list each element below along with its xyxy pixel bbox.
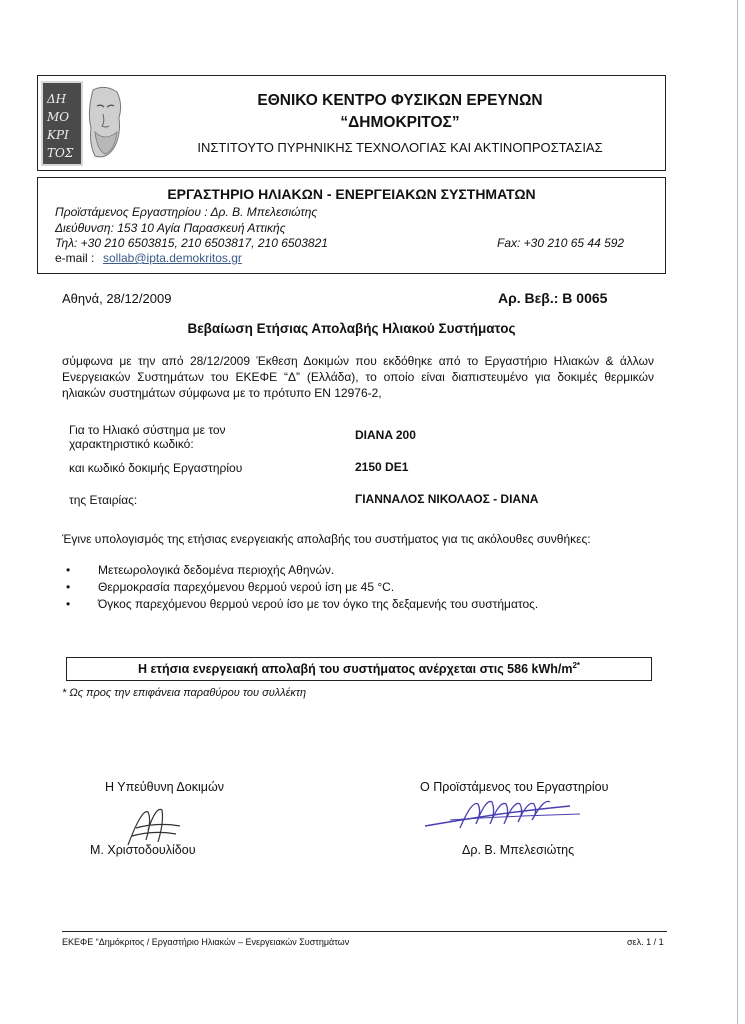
lab-fax: Fax: +30 210 65 44 592 (497, 236, 625, 250)
signature-right-title: Ο Προϊστάμενος του Εργαστηρίου (420, 780, 609, 794)
signature-right-scribble (420, 790, 590, 835)
field-label-test-code: και κωδικό δοκιμής Εργαστηρίου (69, 461, 243, 475)
democritus-portrait (85, 84, 125, 164)
condition-text: Θερμοκρασία παρεχόμενου θερμού νερού ίση με 45 °C. (98, 580, 395, 594)
bullet-icon: • (66, 580, 71, 594)
footer-divider (62, 931, 667, 932)
result-text: Η ετήσια ενεργειακή απολαβή του συστήματος ανέρχεται στις 586 kWh/m (137, 662, 573, 677)
result-statement (66, 661, 652, 676)
email-link[interactable]: sollab@ipta.demokritos.gr (103, 251, 242, 265)
scan-edge-line (737, 0, 738, 1024)
institute-title: ΕΘΝΙΚΟ ΚΕΝΤΡΟ ΦΥΣΙΚΩΝ ΕΡΕΥΝΩΝ (257, 92, 543, 109)
certificate-number: Αρ. Βεβ.: Β 0065 (498, 290, 608, 306)
svg-text:ΔΗ: ΔΗ (47, 92, 67, 106)
place-date: Αθηνά, 28/12/2009 (62, 291, 172, 306)
logo-graphic (41, 81, 83, 166)
institute-name: “ΔΗΜΟΚΡΙΤΟΣ” (340, 114, 460, 131)
document-title: Βεβαίωση Ετήσιας Απολαβής Ηλιακού Συστήματος (187, 321, 516, 336)
signature-left-name: Μ. Χριστοδουλίδου (90, 843, 196, 857)
field-value-system-code: DIANA 200 (355, 428, 416, 442)
condition-item (66, 597, 538, 611)
field-label-company: της Εταιρίας: (69, 493, 138, 507)
svg-text:ΚΡΙ: ΚΡΙ (47, 128, 69, 142)
email-label: e-mail : (55, 251, 95, 265)
bullet-icon: • (66, 563, 71, 577)
condition-text: Μετεωρολογικά δεδομένα περιοχής Αθηνών. (98, 563, 335, 577)
condition-text: Όγκος παρεχόμενου θερμού νερού ίσο με τον όγκο της δεξαμενής του συστήματος. (98, 597, 539, 611)
signature-right-name: Δρ. Β. Μπελεσιώτης (462, 843, 575, 857)
svg-text:ΤΟΣ: ΤΟΣ (47, 146, 74, 160)
result-superscript: 2* (572, 661, 581, 670)
condition-item (66, 580, 394, 594)
field-label-system-code: Για το Ηλιακό σύστημα με τον χαρακτηριστικό κωδικό: (69, 423, 226, 451)
signature-left-title: Η Υπεύθυνη Δοκιμών (105, 780, 224, 794)
footer-left-text: ΕΚΕΦΕ “Δημόκριτος / Εργαστήριο Ηλιακών – Ενεργειακών Συστημάτων (62, 937, 350, 947)
intro-paragraph: σύμφωνα με την από 28/12/2009 Έκθεση Δοκιμών που εκδόθηκε από το Εργαστήριο Ηλιακών & άλλων Ενεργειακών Συστημάτων του ΕΚΕΦΕ “Δ” (Ελλάδα), το οποίο είναι διαπιστευμένο για δοκιμές θερμικών ηλιακών συστημάτων σύμφωνα με το πρότυπο ΕΝ 12976-2, (62, 354, 654, 400)
lab-head: Προϊστάμενος Εργαστηρίου : Δρ. Β. Μπελεσιώτης (55, 205, 318, 219)
calculation-paragraph: Έγινε υπολογισμός της ετήσιας ενεργειακής απολαβής του συστήματος για τις ακόλουθες συνθήκες: (62, 532, 591, 546)
department-name: ΙΝΣΤΙΤΟΥΤΟ ΠΥΡΗΝΙΚΗΣ ΤΕΧΝΟΛΟΓΙΑΣ ΚΑΙ ΑΚΤΙΝΟΠΡΟΣΤΑΣΙΑΣ (197, 140, 603, 155)
institute-logo (41, 81, 83, 166)
footnote: * Ως προς την επιφάνεια παραθύρου του συλλέκτη (62, 687, 307, 699)
condition-item (66, 563, 334, 577)
field-value-test-code: 2150 DE1 (355, 460, 409, 474)
svg-text:ΜΟ: ΜΟ (47, 110, 70, 124)
field-value-company: ΓΙΑΝΝΑΛΟΣ ΝΙΚΟΛΑΟΣ - DIANA (355, 492, 539, 506)
page-number: σελ. 1 / 1 (627, 937, 664, 947)
lab-box-divider (37, 273, 666, 274)
bullet-icon: • (66, 597, 71, 611)
lab-telephone: Τηλ: +30 210 6503815, 210 6503817, 210 6503821 (55, 236, 328, 250)
lab-address: Διεύθυνση: 153 10 Αγία Παρασκευή Αττικής (55, 221, 286, 235)
lab-title: ΕΡΓΑΣΤΗΡΙΟ ΗΛΙΑΚΩΝ - ΕΝΕΡΓΕΙΑΚΩΝ ΣΥΣΤΗΜΑΤΩΝ (167, 186, 536, 202)
